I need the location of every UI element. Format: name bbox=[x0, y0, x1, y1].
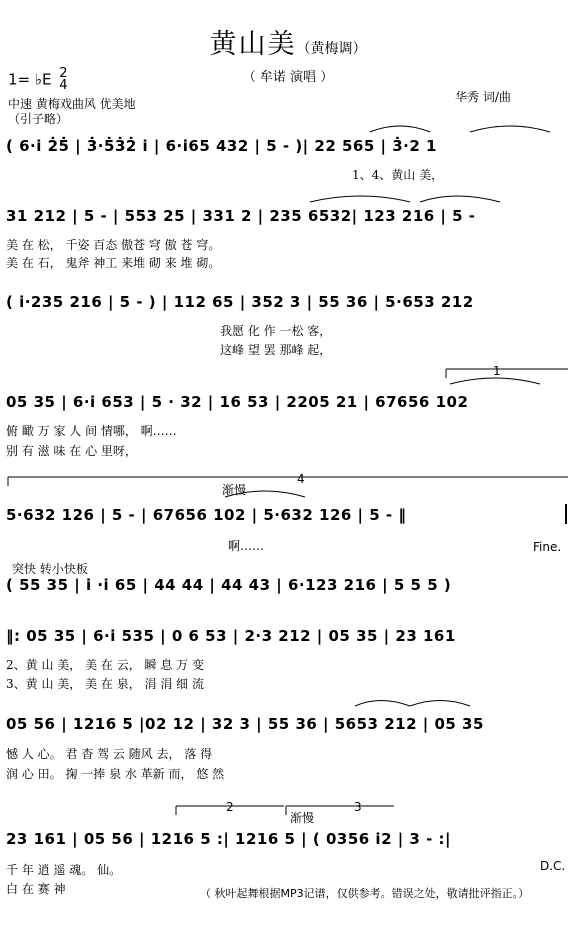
slur-arc bbox=[420, 196, 500, 202]
lyric-line-8b: 润 心 田。 掬 一捧 泉 水 革新 而， 悠 然 bbox=[6, 767, 225, 781]
lyric-line-7b: 3、黄 山 美， 美 在 泉， 涓 涓 细 流 bbox=[6, 677, 204, 691]
lyric-line-7a: 2、黄 山 美， 美 在 云， 瞬 息 万 变 bbox=[6, 658, 204, 672]
dc-mark: D.C. bbox=[540, 859, 566, 873]
key-label: 1= ♭E bbox=[8, 70, 52, 89]
volta-4-label: 4 bbox=[297, 472, 305, 486]
lyric-line-8a: 憾 人 心。 君 杳 驾 云 随风 去， 落 得 bbox=[6, 747, 213, 761]
lyric-line-2b: 美 在 石， 鬼斧 神工 来堆 砌 来 堆 砌。 bbox=[6, 256, 221, 270]
slur-arc bbox=[310, 196, 410, 202]
lyric-line-3a: 我愿 化 作 一松 客， bbox=[220, 324, 332, 338]
time-bottom: 4 bbox=[59, 78, 68, 93]
lyric-line-9a: 千 年 逍 遥 魂。 仙。 bbox=[6, 863, 122, 877]
song-title: 黄山美 bbox=[209, 29, 297, 60]
performer: （ 牟诺 演唱 ） bbox=[242, 70, 334, 85]
slur-arc bbox=[470, 126, 550, 132]
volta-1-label: 1 bbox=[493, 364, 501, 378]
score-line-8: 05 56 | 1216 5 |02 12 | 32 3 | 55 36 | 5653 212 | 05 35 bbox=[6, 715, 484, 733]
slur-arc bbox=[355, 701, 410, 707]
lyric-line-3b: 这峰 望 罢 那峰 起， bbox=[220, 343, 332, 357]
lyric-line-4a: 俯 瞰 万 家 人 间 情哪， 啊…… bbox=[6, 424, 177, 438]
slur-arc bbox=[225, 491, 305, 497]
score-line-3: ( i·235 216 | 5 - ) | 112 65 | 352 3 | 55 36 | 5·653 212 bbox=[6, 293, 474, 311]
score-line-9: 23 161 | 05 56 | 1216 5 :| 1216 5 | ( 0356 i2 | 3 - :| bbox=[6, 830, 452, 848]
volta-2-label: 2 bbox=[226, 800, 234, 814]
score-line-5: 5·632 126 | 5 - | 67656 102 | 5·632 126 | 5 - ‖ bbox=[6, 506, 407, 524]
tempo-change-mark: 突快 转小快板 bbox=[12, 562, 88, 576]
score-line-6: ( 55 35 | i ·i 65 | 44 44 | 44 43 | 6·123 216 | 5 5 5 ) bbox=[6, 576, 452, 594]
ritardando-mark-2: 渐慢 bbox=[290, 811, 315, 825]
slur-arc bbox=[410, 701, 470, 707]
transcription-note: （ 秋叶起舞根据MP3记谱，仅供参考。错误之处，敬请批评指正。） bbox=[200, 887, 530, 900]
time-top: 2 bbox=[59, 66, 68, 81]
slur-arc bbox=[450, 378, 540, 384]
volta-3-label: 3 bbox=[354, 800, 362, 814]
score-line-1: ( 6·i 2̇5̇ | 3̇·5̇3̇2̇ i | 6·i65 432 | 5 - )| 22 565 | 3̇·2 1 bbox=[6, 137, 437, 155]
ritardando-mark-1: 渐慢 bbox=[222, 483, 247, 497]
composer: 华秀 词/曲 bbox=[455, 90, 511, 104]
score-line-4: 05 35 | 6·i 653 | 5 · 32 | 16 53 | 2205 21 | 67656 102 bbox=[6, 393, 469, 411]
lyric-line-2a: 美 在 松， 千姿 百态 傲苍 穹 傲 苍 穹。 bbox=[6, 238, 221, 252]
lyric-verse-intro: 1、4、黄山 美， bbox=[352, 168, 444, 182]
lyric-line-4b: 别 有 滋 味 在 心 里呀， bbox=[6, 444, 137, 458]
lyric-line-9b: 白 在 赛 神 bbox=[6, 882, 66, 896]
score-line-7: ‖: 05 35 | 6·i 535 | 0 6 53 | 2·3 212 | 05 35 | 23 161 bbox=[6, 627, 456, 645]
fine-mark: Fine. bbox=[533, 540, 562, 554]
score-line-2: 31 212 | 5 - | 553 25 | 331 2 | 235 6532| 123 216 | 5 - bbox=[6, 207, 476, 225]
song-subtitle: （黄梅调） bbox=[296, 41, 367, 57]
slur-arc bbox=[370, 126, 430, 132]
intro-note: （引子略） bbox=[8, 112, 69, 126]
tempo-marking: 中速 黄梅戏曲风 优美地 bbox=[8, 97, 136, 111]
lyric-line-5a: 啊…… bbox=[228, 539, 265, 553]
